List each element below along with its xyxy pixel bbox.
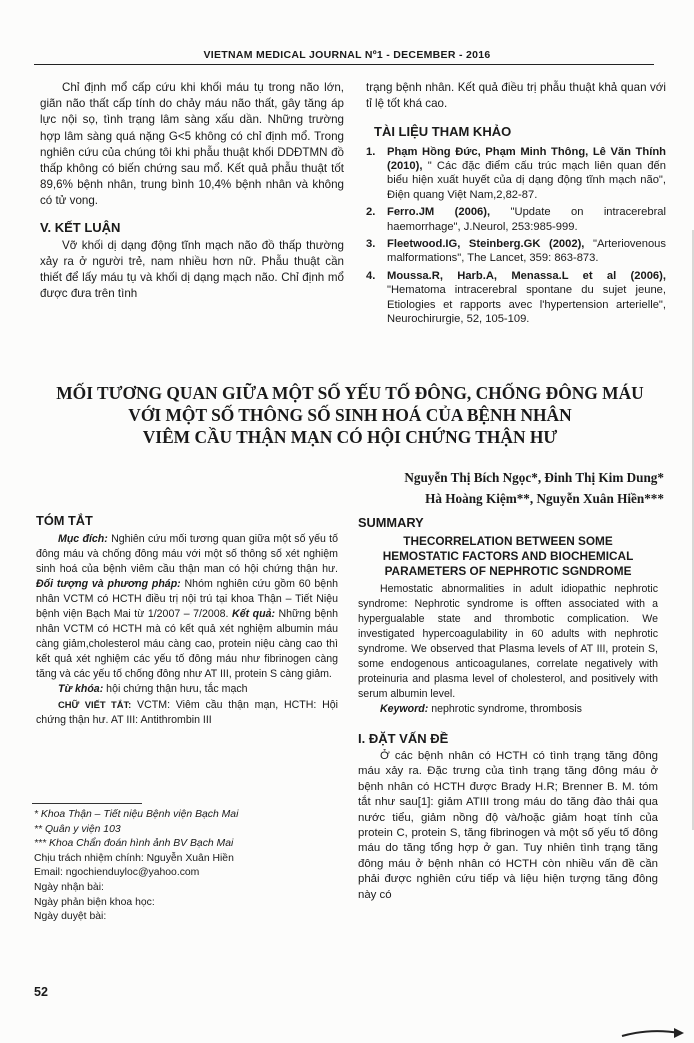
summary-heading: SUMMARY	[358, 515, 424, 530]
reference-number: 2.	[366, 206, 376, 219]
abstract-body	[36, 532, 338, 682]
references-heading: TÀI LIỆU THAM KHẢO	[374, 124, 512, 140]
keywords-line	[36, 682, 338, 697]
reference-item	[366, 269, 666, 327]
reference-item	[366, 145, 666, 203]
summary-keyword-text: nephrotic syndrome, thrombosis	[428, 703, 582, 715]
conclusion-text: Vỡ khối dị dạng động tĩnh mạch não đồ thấp thường xảy ra ở người trẻ, nam nhiều hơn nữ. Phẫu thuật cần thiết để lấy máu tụ và khối dị dạng mạch não. Chỉ định mổ được đưa trên tình	[40, 238, 344, 301]
summary-title	[358, 534, 658, 579]
prev-article-left-column	[40, 80, 344, 303]
responsible-author	[34, 852, 334, 867]
reference-item	[366, 237, 666, 266]
date-reviewed: Ngày phản biện khoa học:	[34, 896, 155, 908]
summary-title-line: HEMOSTATIC FACTORS AND BIOCHEMICAL	[382, 549, 634, 563]
reference-text: " Các đặc điểm cấu trúc mạch liên quan đến biểu hiện xuất huyết của dị dạng động tĩnh mạch não", Điện quang Việt Nam,2,82-87.	[387, 160, 666, 201]
introduction-text: Ở các bệnh nhân có HCTH có tình trạng tăng đông máu xảy ra. Đặc trưng của tình trạng tăng đông máu ở bệnh nhân có HCTH được Brady H.R; Brenner B. M. tóm tắt như sau[1]: giảm ATIII trong máu do tăng đào thải qua nước tiểu, giảm nồng độ và/hoặc giảm hoạt tính của protein C, protein S, tăng fibrinogen và một số yếu tố đông máu do tăng tổng hợp ở gan. Tuy nhiên tình trạng tăng đông máu ở bệnh nhân có HCTH còn nhiều vấn đề cần phải được nghiên cứu tiếp và liệu hiện tượng tăng đông này có	[358, 750, 658, 901]
reference-number: 1.	[366, 145, 376, 158]
scan-edge-shadow	[686, 230, 694, 830]
reference-number: 3.	[366, 238, 376, 251]
reference-authors: Phạm Hồng Đức, Phạm Minh Thông, Lê Văn Thính (2010),	[387, 145, 666, 173]
abbreviations-text: VCTM: Viêm cầu thận mạn, HCTH: Hội chứng thận hư. AT III: Antithrombin III	[36, 699, 338, 726]
responsible-name: Nguyễn Xuân Hiền	[143, 852, 234, 864]
footnote-rule	[32, 803, 142, 804]
reference-number: 4.	[366, 269, 376, 282]
summary-title-line: PARAMETERS OF NEPHROTIC SGNDROME	[384, 564, 632, 578]
conclusion-heading: V. KẾT LUẬN	[40, 219, 121, 235]
summary-text: Hemostatic abnormalities in adult idiopathic nephrotic syndrome: Nephrotic syndrome is offten associated with a hypergualable state and thrombotic complication. We investigated hypercoagulability in 60 adults with nephrotic syndrome. We observed that Plasma levels of AT III, protein S, some endogenous anticoagulanes, correlate negatively with proteinuria and plasma level of cholesterol, and positively with serum albumin level.	[358, 583, 658, 700]
reference-authors: Fleetwood.IG, Steinberg.GK (2002),	[387, 238, 585, 251]
prev-discussion-paragraph: Chỉ định mổ cấp cứu khi khối máu tụ trong não lớn, giãn não thất cấp tính do chảy máu não thất, gây tăng áp lực nội sọ, tình trạng lâm sàng xấu dần. Những trường hợp lâm sàng quá nặng G<5 không có chỉ định mổ. Trong nghiên cứu của chúng tôi khi phẫu thuật khối DDĐTMN đồ thấp không có biến chứng sau mổ. Kết quả phẫu thuật tốt 89,6% bệnh nhân, trung bình 10,4% bệnh nhân và không có tử vong.	[40, 81, 344, 208]
method-label: Đối tượng và phương pháp:	[36, 578, 181, 590]
method-text: Nhóm nghiên cứu gồm 60 bệnh nhân VCTM có HCTH điều trị nội trú tại khoa Thận – Tiết Niệu bệnh viện Bạch Mai từ 1/2007 – 7/2008.	[36, 578, 338, 620]
date-approved: Ngày duyệt bài:	[34, 911, 107, 923]
title-line: VIÊM CẦU THẬN MẠN CÓ HỘI CHỨNG THẬN HƯ	[142, 427, 558, 447]
result-label: Kết quả:	[232, 608, 275, 620]
page-number: 52	[34, 985, 48, 999]
aim-text: Nghiên cứu mối tương quan giữa một số yếu tố đông máu và chống đông máu với một số thông số xét nghiệm sinh hoá của bệnh viêm cầu thận man có hội chứng thận hư.	[36, 533, 338, 575]
summary-keyword-line	[358, 702, 658, 717]
responsible-label: Chịu trách nhiệm chính:	[34, 852, 144, 864]
article-title	[30, 382, 670, 448]
introduction-heading: I. ĐẶT VẤN ĐỀ	[358, 731, 449, 746]
prev-continuation-text: trạng bệnh nhân. Kết quả điều trị phẫu thuật khả quan với tỉ lệ tốt khá cao.	[366, 81, 666, 111]
abbreviations-line	[36, 697, 338, 728]
article-authors	[404, 467, 664, 509]
contact-email: Email: ngochienduyloc@yahoo.com	[34, 867, 200, 879]
summary-title-line: THECORRELATION BETWEEN SOME	[403, 534, 613, 548]
header-rule	[34, 64, 654, 65]
reference-item	[366, 205, 666, 234]
reference-list	[366, 145, 666, 327]
footnotes	[34, 808, 334, 925]
result-text: Những bệnh nhân VCTM có HCTH mà có kết quả xét nghiệm albumin máu càng giảm,cholesterol máu càng cao, protein niệu càng cao thì kết quả xét nghiệm các yếu tố đông máu như fibrinogen càng tăng và các yếu tố chống đông như AT III, protein S càng giảm.	[36, 608, 339, 680]
page-turn-arrow-icon	[620, 1026, 686, 1040]
aim-label: Mục đích:	[58, 533, 108, 545]
summary-keyword-label: Keyword:	[380, 703, 429, 715]
abstract-heading: TÓM TẮT	[36, 513, 93, 528]
abstract-vi	[36, 513, 338, 728]
footnote-affiliation: * Khoa Thận – Tiết niệu Bệnh viện Bạch Mai	[34, 809, 239, 820]
footnote-affiliation: ** Quân y viện 103	[34, 823, 121, 835]
summary-en	[358, 515, 658, 903]
reference-authors: Ferro.JM (2006),	[387, 206, 491, 219]
reference-authors: Moussa.R, Harb.A, Menassa.L et al (2006),	[387, 269, 666, 282]
title-line: VỚI MỘT SỐ THÔNG SỐ SINH HOÁ CỦA BỆNH NHÂN	[128, 405, 572, 425]
abbreviations-label: CHỮ VIẾT TẮT:	[58, 699, 132, 710]
keywords-text: hội chứng thận hưu, tắc mạch	[103, 683, 248, 695]
reference-text: "Hematoma intracerebral spontane du sujet jeune, Etiologies et rapports avec l'hypertension arterielle", Neurochirurgie, 52, 105-109.	[387, 284, 666, 326]
footnote-affiliation: *** Khoa Chẩn đoán hình ảnh BV Bạch Mai	[34, 838, 234, 850]
prev-article-right-column	[366, 80, 666, 329]
reference-text: "Arteriovenous malformations", The Lancet, 359: 863-873.	[387, 238, 666, 265]
authors-line: Hà Hoàng Kiệm**, Nguyễn Xuân Hiền***	[425, 491, 664, 506]
reference-text: "Update on intracerebral haemorrhage", J.Neurol, 253:985-999.	[387, 206, 666, 233]
running-header: VIETNAM MEDICAL JOURNAL Nº1 - DECEMBER - 2016	[203, 49, 491, 61]
title-line: MỐI TƯƠNG QUAN GIỮA MỘT SỐ YẾU TỐ ĐÔNG, CHỐNG ĐÔNG MÁU	[56, 383, 644, 403]
date-received: Ngày nhận bài:	[34, 881, 104, 893]
keywords-label: Từ khóa:	[58, 683, 104, 695]
authors-line: Nguyễn Thị Bích Ngọc*, Đinh Thị Kim Dung*	[404, 470, 664, 485]
